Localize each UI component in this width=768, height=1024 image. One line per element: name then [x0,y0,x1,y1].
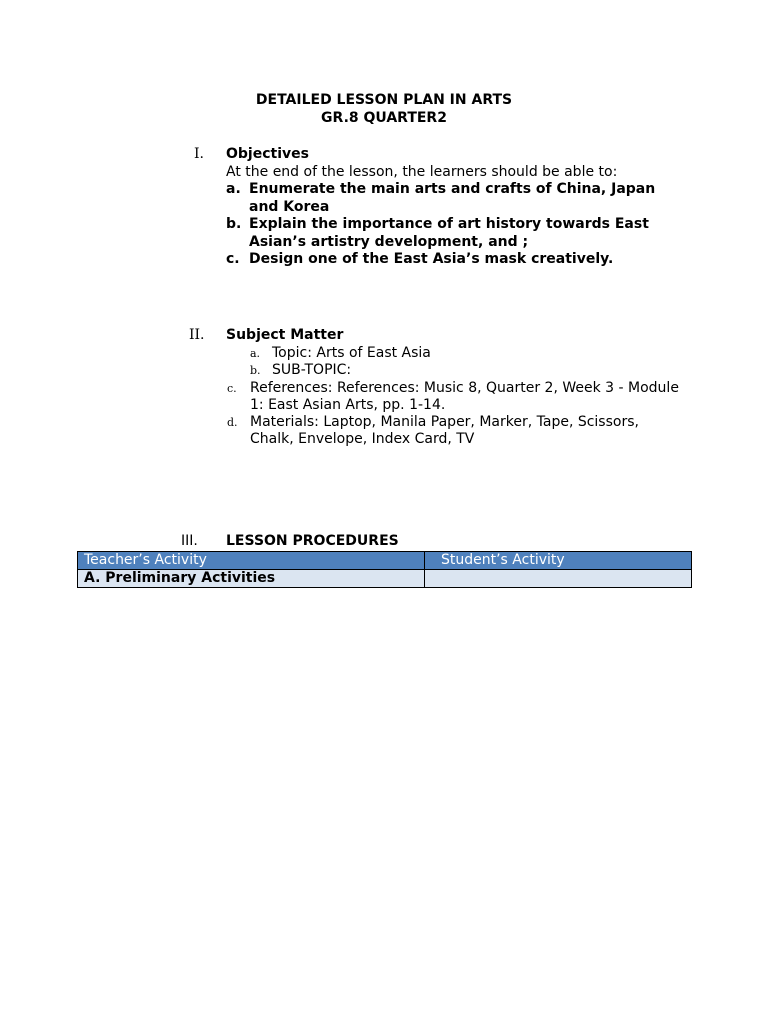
list-marker: b. [226,216,242,232]
objective-text-line: and Korea [249,199,330,215]
subject-text-line: SUB-TOPIC: [272,362,352,378]
subject-text-line: 1: East Asian Arts, pp. 1-14. [250,397,446,413]
subject-text-line: Topic: Arts of East Asia [272,345,431,361]
subject-text-line: Materials: Laptop, Manila Paper, Marker, Tape, Scissors, [250,414,639,430]
section-numeral-objectives: I. [194,146,204,162]
lesson-procedures-table [77,551,692,588]
section-numeral-subject-matter: II. [189,327,205,343]
objective-text-line: Explain the importance of art history towards East [249,216,649,232]
document-subtitle: GR.8 QUARTER2 [321,110,447,126]
column-header-teacher: Teacher’s Activity [78,552,425,570]
section-numeral-procedures: III. [181,533,198,549]
list-marker: a. [250,347,261,360]
objective-text-line: Asian’s artistry development, and ; [249,234,529,250]
procedures-heading: LESSON PROCEDURES [226,533,399,549]
list-marker: d. [227,416,238,429]
objective-text-line: Design one of the East Asia’s mask creatively. [249,251,614,267]
list-marker: c. [227,382,237,395]
subject-text-line: References: References: Music 8, Quarter 2, Week 3 - Module [250,380,679,396]
list-marker: a. [226,181,241,197]
objective-text-line: Enumerate the main arts and crafts of China, Japan [249,181,656,197]
document-title: DETAILED LESSON PLAN IN ARTS [255,92,513,108]
list-marker: c. [226,251,240,267]
table-cell [425,570,692,588]
objectives-heading: Objectives [226,146,309,162]
objectives-intro: At the end of the lesson, the learners should be able to: [226,164,618,180]
table-cell: A. Preliminary Activities [78,570,425,588]
subject-text-line: Chalk, Envelope, Index Card, TV [250,431,475,447]
subject-matter-heading: Subject Matter [226,327,344,343]
table-header-row [78,552,692,570]
list-marker: b. [250,364,261,377]
column-header-student: Student’s Activity [425,552,692,570]
table-row [78,570,692,588]
